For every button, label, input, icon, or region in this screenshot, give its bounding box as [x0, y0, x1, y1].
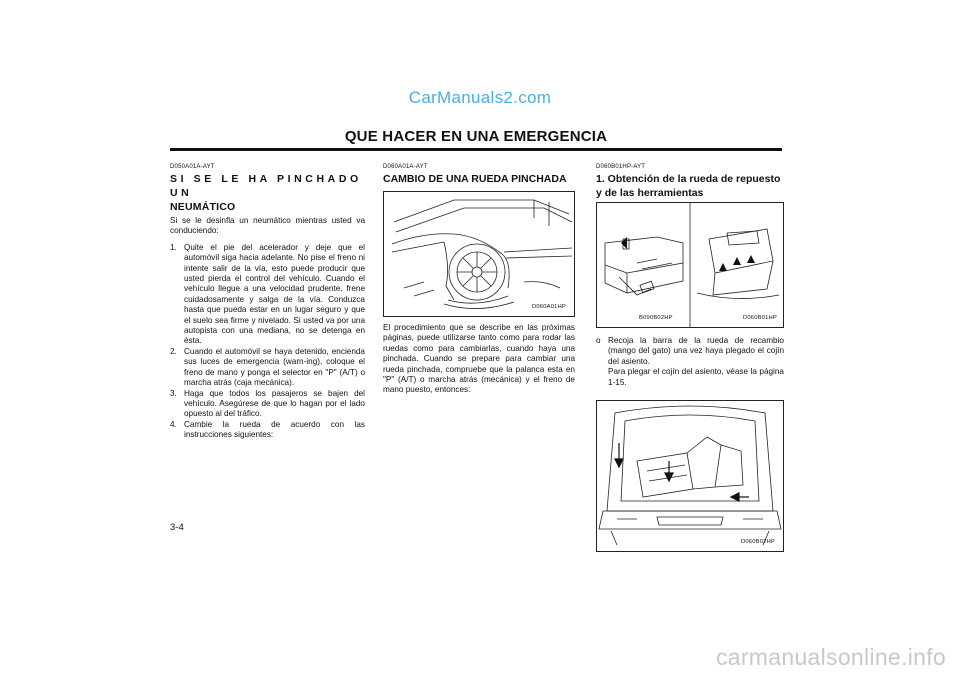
- flat-tire-drawing: [384, 192, 574, 316]
- title-rule: [170, 148, 782, 151]
- steps-list: [170, 243, 365, 441]
- step-item: [170, 420, 365, 441]
- cargo-area-drawing: [597, 401, 783, 551]
- figure-code-right: D060B01HP: [742, 315, 777, 321]
- heading-line-1: SI SE LE HA PINCHADO UN: [170, 173, 362, 199]
- page-title: QUE HACER EN UNA EMERGENCIA: [344, 128, 608, 145]
- step-number: 4.: [170, 419, 177, 429]
- watermark-top: CarManuals2.com: [408, 88, 552, 107]
- column-flat-tire: [170, 164, 365, 441]
- cargo-area-illustration: [596, 400, 784, 552]
- section-heading: CAMBIO DE UNA RUEDA PINCHADA: [383, 173, 567, 185]
- bullet-mark: o: [596, 336, 601, 345]
- step-item: [170, 389, 365, 420]
- step-text: Cuando el automóvil se haya detenido, encienda sus luces de emergencia (warn-ing), coloque el freno de mano y ponga el selector en "P" (A/T) o marcha atrás (caja mecánica).: [184, 346, 365, 388]
- section-code: D060B01HP-AYT: [596, 164, 646, 170]
- step-item: [170, 347, 365, 389]
- section-code: D050A01A-AYT: [170, 164, 215, 170]
- heading-line-2: NEUMÁTICO: [170, 201, 236, 213]
- column-spare-tools: [596, 164, 784, 552]
- instruction-text: Recoja la barra de la rueda de recambio (mango del gato) una vez haya plegado el cojín del asiento.: [608, 336, 784, 366]
- page-number: 3-4: [170, 522, 184, 533]
- seat-fold-drawing: [597, 203, 783, 327]
- flat-tire-illustration: [383, 191, 575, 317]
- watermark-bottom: carmanualsonline.info: [715, 644, 946, 670]
- step-text: Cambie la rueda de acuerdo con las instrucciones siguientes:: [184, 419, 365, 440]
- procedure-text: El procedimiento que se describe en las próximas páginas, puede utilizarse tanto como para rodar las ruedas como para cambiarlas, cuando haya una pinchada. Cuando se prepare para cambiar una rueda pinchada, compruebe que la palanca esta en "P" (A/T) o marcha atrás (mecánica) y el freno de mano puesto, entonces:: [383, 323, 575, 395]
- figure-code-bottom: D060B02HP: [740, 539, 775, 546]
- step-text: Haga que todos los pasajeros se bajen del vehículo. Asegúrese de que lo hagan por el lado opuesto al del tráfico.: [184, 388, 365, 419]
- section-heading: 1. Obtención de la rueda de repuesto y de las herramientas: [596, 173, 781, 199]
- section-code: D060A01A-AYT: [383, 164, 428, 170]
- intro-text: Si se le desinfla un neumático mientras usted va conduciendo:: [170, 216, 365, 236]
- section-heading: [170, 172, 365, 214]
- instruction-item: [596, 336, 784, 388]
- step-number: 2.: [170, 346, 177, 356]
- instruction-text-2: Para plegar el cojín del asiento, véase la página 1-15.: [608, 367, 784, 387]
- figure-code-left: B090B02HP: [639, 315, 673, 321]
- figure-code: D060A01HP: [531, 304, 566, 310]
- column-change-wheel: [383, 164, 575, 396]
- step-text: Quite el pie del acelerador y deje que el automóvil siga hacia adelante. No pise el freno ni intente salir de la vía, esto puede producir que usted pierda el control del vehículo. Cuando el vehículo llegue a una velocidad prudente, frene cuidadosamente y salga de la vía. Conduzca hasta que pueda estar en un lugar seguro y que el suelo sea firme y nivelado. Si usted va por una autopista con una mediana, no se detenga en ésta.: [184, 242, 365, 346]
- step-number: 1.: [170, 242, 177, 252]
- step-number: 3.: [170, 388, 177, 398]
- seat-fold-illustration: [596, 202, 784, 328]
- step-item: [170, 243, 365, 347]
